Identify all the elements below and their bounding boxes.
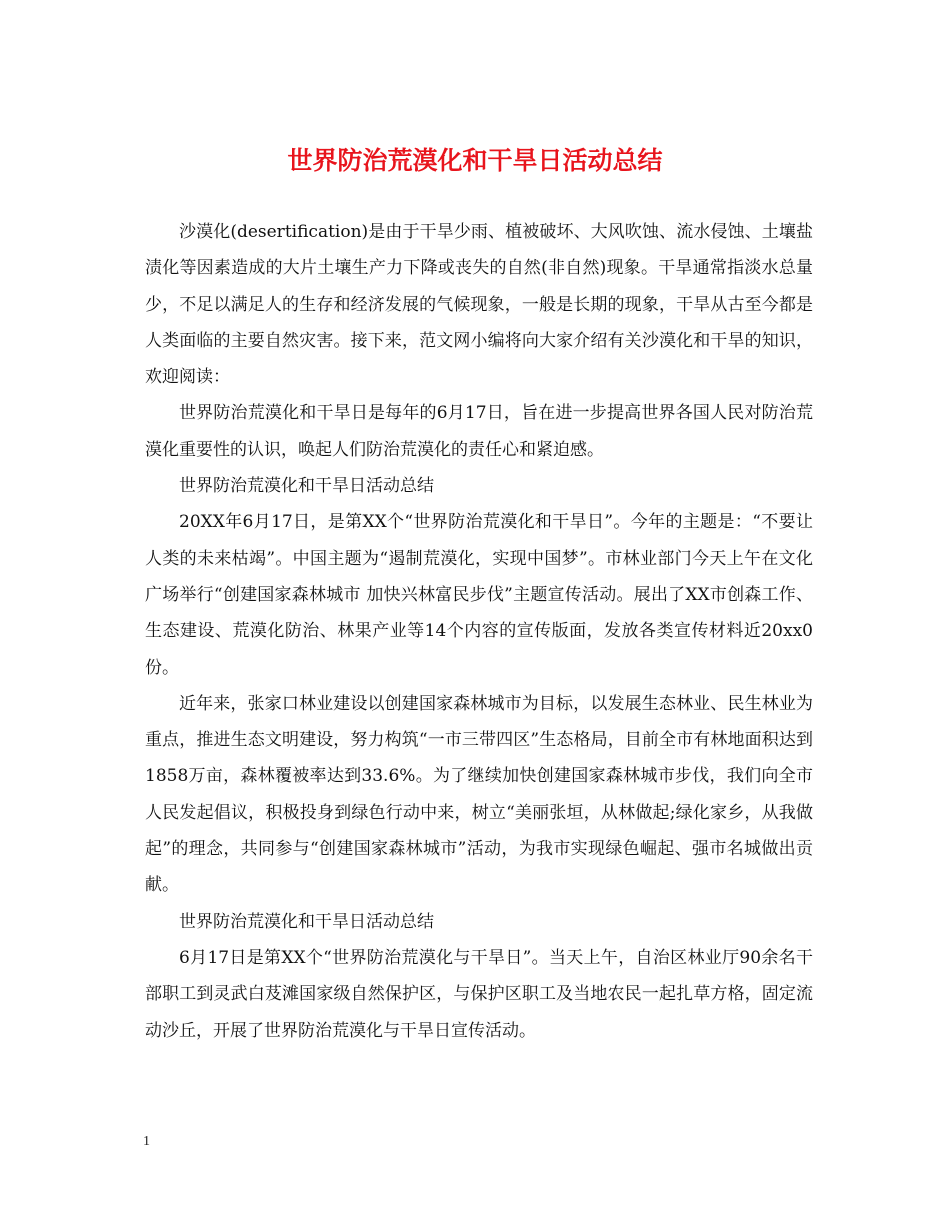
section-heading: 世界防治荒漠化和干旱日活动总结	[179, 911, 434, 932]
section-heading: 世界防治荒漠化和干旱日活动总结	[179, 476, 434, 497]
body-paragraph: 沙漠化(desertification)是由于干旱少雨、植被破坏、大风吹蚀、流水侵蚀、土壤盐渍化等因素造成的大片土壤生产力下降或丧失的自然(非自然)现象。干旱通常指淡水总量少，不足以满足人的生存和经济发展的气候现象，一般是长期的现象，干旱从古至今都是人类面临的主要自然灾害。接下来，范文网小编将向大家介绍有关沙漠化和干旱的知识，欢迎阅读：	[145, 222, 813, 388]
page-number: 1	[143, 1134, 150, 1149]
body-paragraph: 近年来，张家口林业建设以创建国家森林城市为目标，以发展生态林业、民生林业为重点，推进生态文明建设，努力构筑“一市三带四区”生态格局，目前全市有林地面积达到1858万亩，森林覆被率达到33.6%。为了继续加快创建国家森林城市步伐，我们向全市人民发起倡议，积极投身到绿色行动中来，树立“美丽张垣，从林做起;绿化家乡，从我做起”的理念，共同参与“创建国家森林城市”活动，为我市实现绿色崛起、强市名城做出贡献。	[145, 693, 813, 896]
document-title: 世界防治荒漠化和干旱日活动总结	[287, 146, 663, 175]
body-paragraph: 6月17日是第XX个“世界防治荒漠化与干旱日”。当天上午，自治区林业厅90余名干部职工到灵武白芨滩国家级自然保护区，与保护区职工及当地农民一起扎草方格，固定流动沙丘，开展了世界防治荒漠化与干旱日宣传活动。	[145, 947, 813, 1041]
body-paragraph: 世界防治荒漠化和干旱日是每年的6月17日，旨在进一步提高世界各国人民对防治荒漠化重要性的认识，唤起人们防治荒漠化的责任心和紧迫感。	[145, 403, 813, 460]
body-paragraph: 20XX年6月17日，是第XX个“世界防治荒漠化和干旱日”。今年的主题是：“不要让人类的未来枯竭”。中国主题为“遏制荒漠化，实现中国梦”。市林业部门今天上午在文化广场举行“创建国家森林城市 加快兴林富民步伐”主题宣传活动。展出了XX市创森工作、生态建设、荒漠化防治、林果产业等14个内容的宣传版面，发放各类宣传材料近20xx0份。	[145, 512, 813, 678]
document-body	[145, 214, 813, 1049]
